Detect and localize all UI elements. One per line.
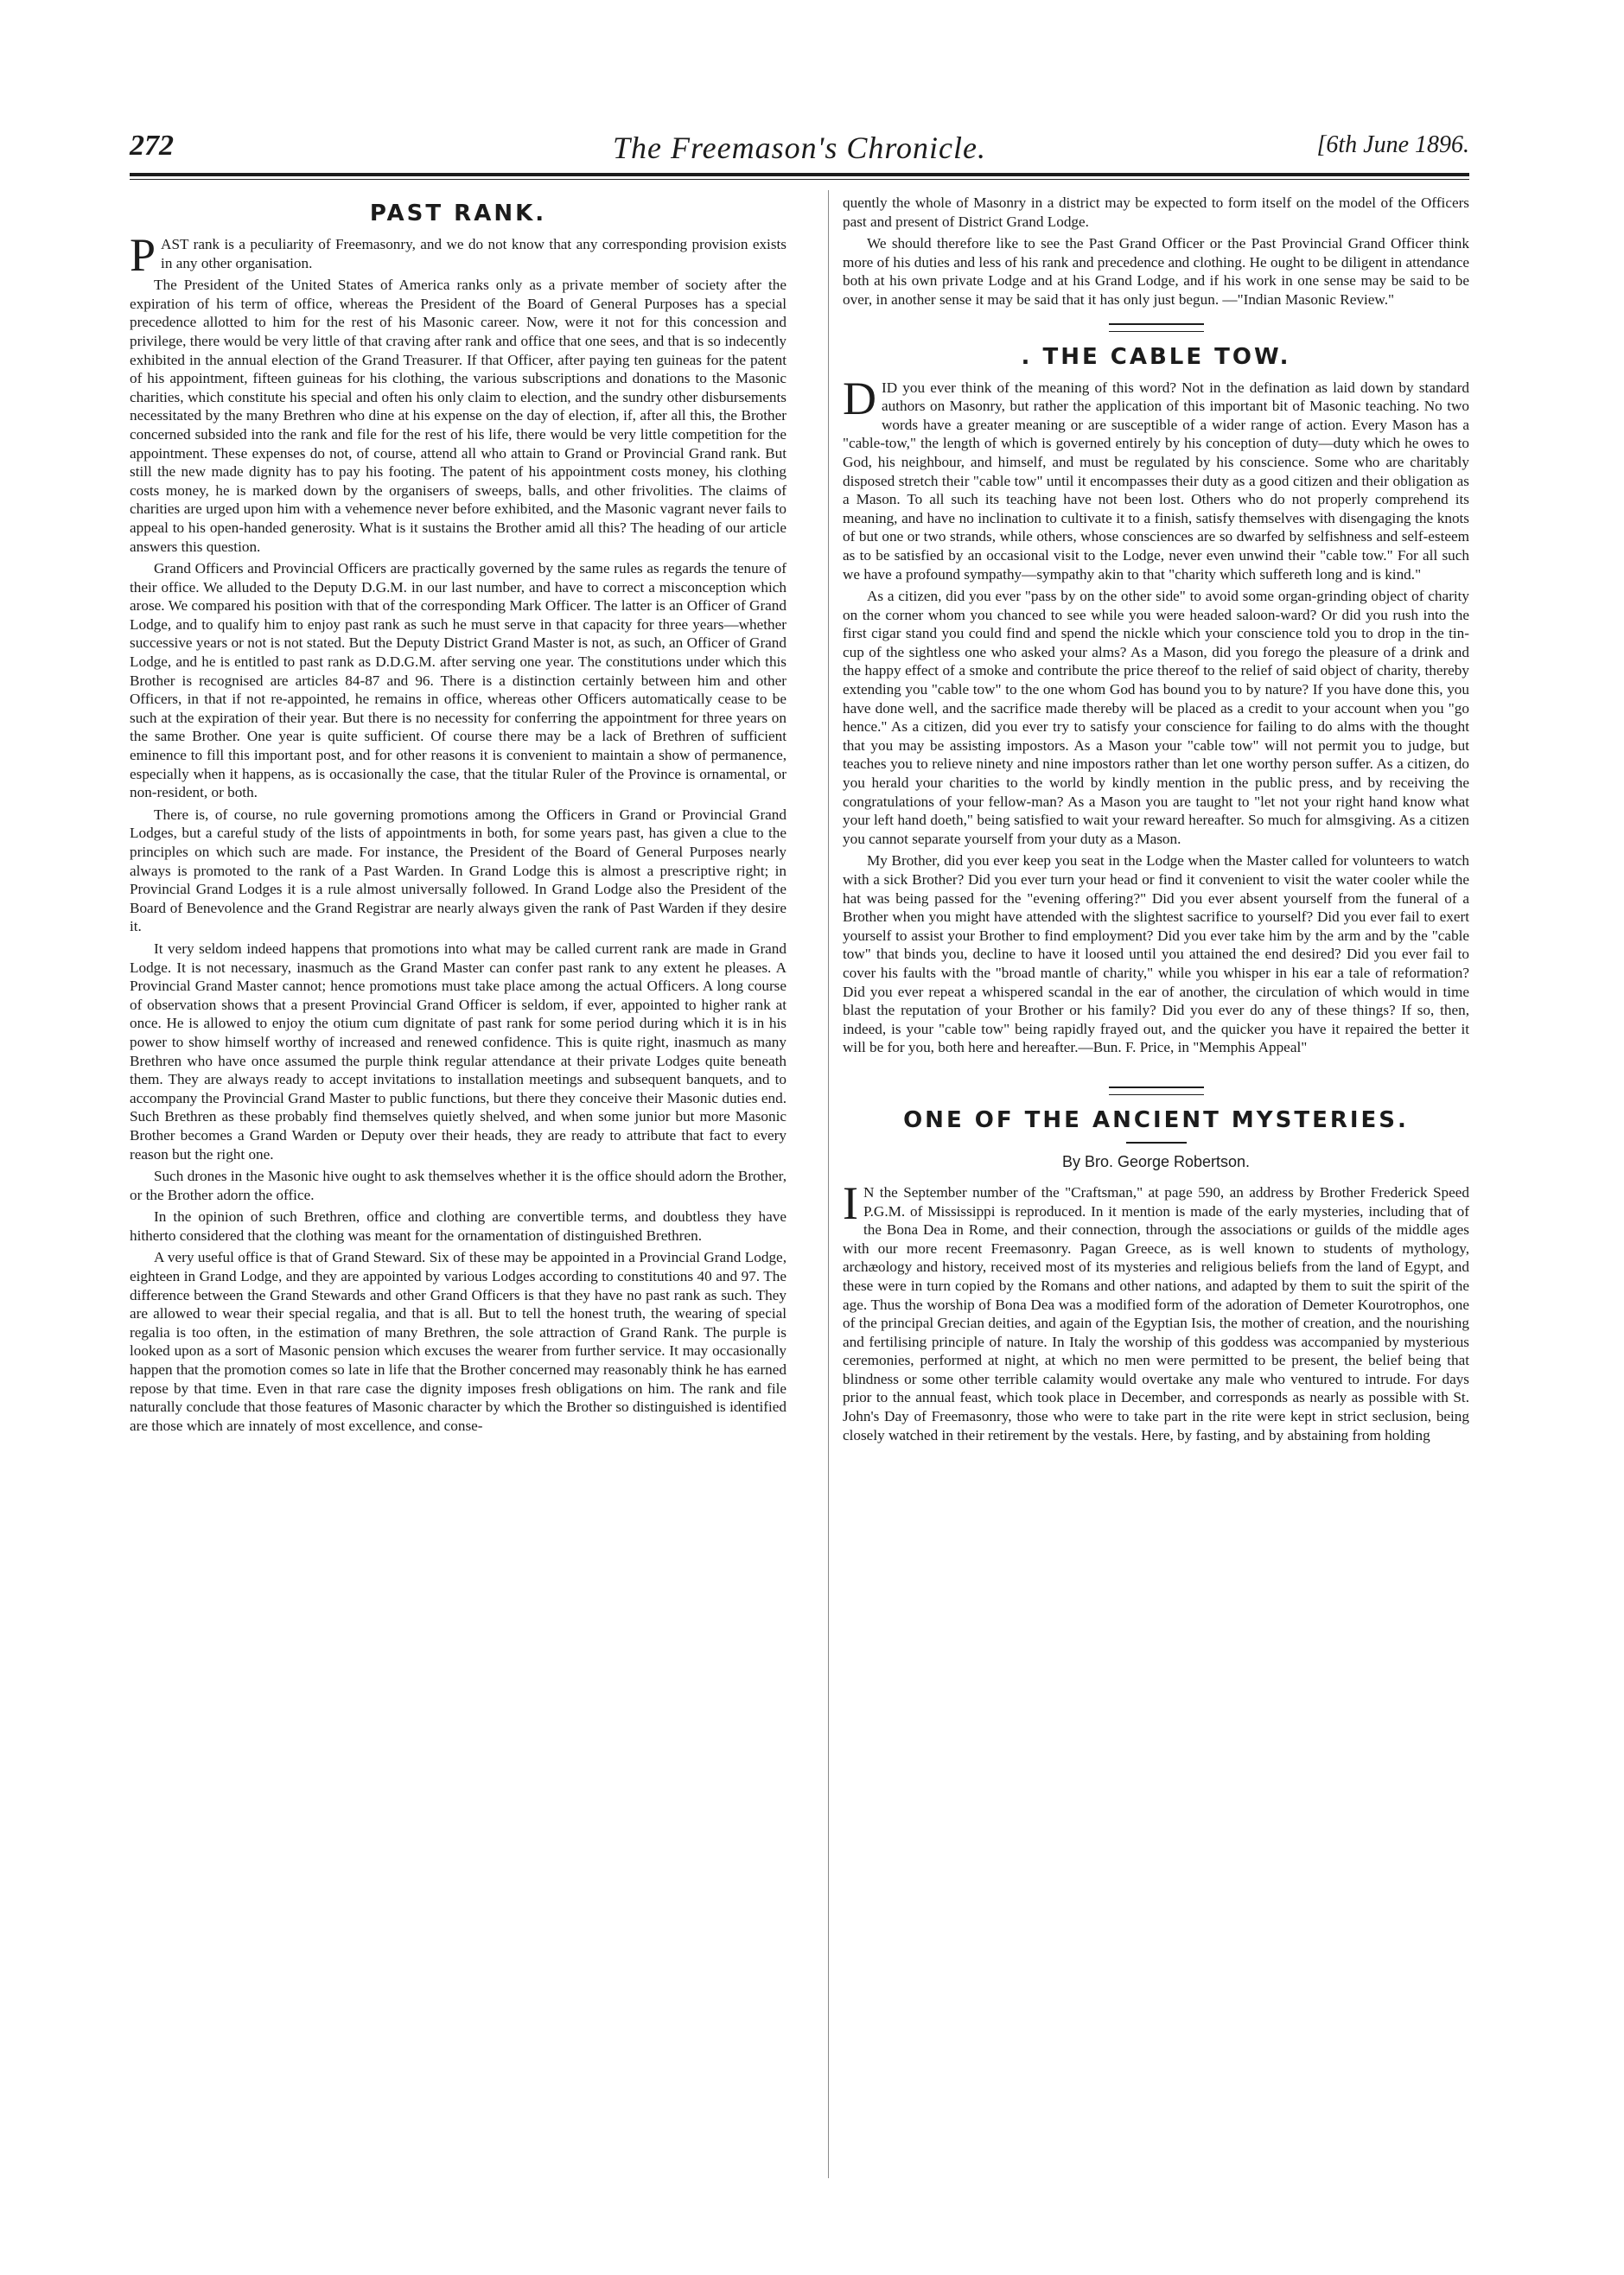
column-divider xyxy=(828,190,829,2178)
article-headline: . THE CABLE TOW. xyxy=(1021,343,1291,370)
article-paragraph: We should therefore like to see the Past Grand Officer or the Past Provincial Grand Officer think more of his duties and less of his rank and precedence and clothing. He ought to be diligent in attendance both at his own private Lodge and at his Grand Lodge, and if his work in one sense may be said to be over, in another sense it may be said that it has only just begun. —"Indian Masonic Review." xyxy=(843,235,1469,308)
page-number: 272 xyxy=(130,130,174,162)
article-paragraph: Grand Officers and Provincial Officers are practically governed by the same rules as regards the tenure of their office. We alluded to the Deputy D.G.M. in our last number, and have to correct a misconception which arose. We compared his position with that of the corresponding Mark Officer. The latter is an Officer of Grand Lodge, and to qualify him to enjoy past rank as such he must serve in that capacity for three years—whether successive years or not is not stated. But the Deputy District Grand Master is not, as such, an Officer of Grand Lodge, and he is entitled to past rank as D.D.G.M. after serving one year. The constitutions under which this Brother is recognised are articles 84-87 and 96. There is a distinction certainly between him and other Officers, in that if not re-appointed, he remains in office, whereas other Officers automatically cease to be such at the expiration of their year. But there is no necessity for conferring the appointment for three years on the same Brother. One year is quite sufficient. Of course there may be a lack of Brethren of sufficient eminence to fill this important post, and for other reasons it is convenient to maintain a show of permanence, especially when it happens, as is occasionally the case, that the titular Ruler of the Province is ornamental, or non-resident, or both. xyxy=(130,560,787,801)
article-paragraph: I N the September number of the "Craftsman," at page 590, an address by Brother Frederick Speed P.G.M. of Mississippi is reproduced. In it mention is made of the early mysteries, including that of the Bona Dea in Rome, and their connection, through the associations or guilds of the middle ages with our more recent Freemasonry. Pagan Greece, as is well known to students of mythology, archæology and history, received most of its mysteries and religious beliefs from the land of Egypt, and these were in turn copied by the Romans and other nations, and adapted by them to suit the spirit of the age. Thus the worship of Bona Dea was a modified form of the adoration of Demeter Kourotrophos, one of the principal Grecian deities, and again of the Egyptian Isis, the mother of creation, and the nourishing and fertilising principle of nature. In Italy the worship of this goddess was accompanied by mysterious ceremonies, performed at night, at which no men were permitted to be present, the belief being that blindness or some other terrible calamity would overtake any male who ventured to intrude. For days prior to the annual feast, which took place in December, and corresponds as nearly as possible with St. John's Day of Freemasonry, those who were to take part in the rite were kept in strict seclusion, being closely watched in their retirement by the vestals. Here, by fasting, and by abstaining from holding xyxy=(843,1176,1469,1443)
article-cable-tow xyxy=(843,344,1469,1057)
article-paragraph: There is, of course, no rule governing promotions among the Officers in Grand or Provincial Grand Lodges, but a careful study of the lists of appointments in both, for some years past, has given a clue to the principles on which such are made. For instance, the President of the Board of General Purposes nearly always is promoted to the rank of a Past Warden. In Grand Lodge this is almost a prescriptive right; in Provincial Grand Lodges it is a rule almost universally followed. In Grand Lodge also the President of the Board of Benevolence and the Grand Registrar are nearly always given the rank of Past Warden if they desire it. xyxy=(130,806,787,935)
article-paragraph: It very seldom indeed happens that promotions into what may be called current rank are made in Grand Lodge. It is not necessary, inasmuch as the Grand Master can confer past rank to any extent he pleases. A Provincial Grand Master cannot; hence promotions must take place among the actual Officers. A long course of observation shows that a present Provincial Grand Officer is seldom, if ever, appointed to higher rank at once. He is allowed to enjoy the otium cum dignitate of past rank for some period during which it is in his power to show himself worthy of increased and renewed confidence. This is quite right, inasmuch as many Brethren who have once assumed the purple think regular attendance at their private Lodges quite beneath them. They are always ready to accept invitations to installation meetings and subsequent banquets, and to accompany the Provincial Grand Master to public functions, but there they conceive their Masonic duties end. Such Brethren as these probably find themselves quietly shelved, and when some junior but more Masonic Brother becomes a Grand Warden or Deputy over their heads, they are ready to attribute that fact to every reason but the right one. xyxy=(130,940,787,1163)
left-column xyxy=(130,188,787,1438)
section-ornament xyxy=(1109,1087,1204,1095)
issue-date: [6th June 1896. xyxy=(1316,131,1469,158)
drop-cap: I xyxy=(843,1176,858,1229)
section-ornament xyxy=(1109,323,1204,332)
article-headline: PAST RANK. xyxy=(369,201,547,226)
right-column xyxy=(843,188,1469,1448)
article-paragraph: In the opinion of such Brethren, office and clothing are convertible terms, and doubtless they have hitherto considered that the clothing was meant for the ornamentation of distinguished Brethren. xyxy=(130,1208,787,1244)
article-paragraph: As a citizen, did you ever "pass by on the other side" to avoid some organ-grinding object of charity on the corner whom you chanced to see while you were headed saloon-ward? Or did you rush into the first cigar stand you could find and spend the nickle which your conscience told you to drop in the tin-cup of the sightless one who asked your alms? As a Mason, did you forego the pleasure of a drink and the happy effect of a smoke and contribute the price thereof to the relief of said object of charity, thereby extending you "cable tow" to the one whom God has bound you to by nature? If you have done this, you have done well, and the sacrifice made thereby will be placed as a credit to your account when you "go hence." As a citizen, did you ever try to satisfy your conscience for failing to do alms with the thought that you may be assisting impostors. As a Mason your "cable tow" will not permit you to judge, but teaches you to relieve ninety and nine impostors rather than let one worthy person suffer. As a citizen, do you herald your charities to the world by kindly mention in the public press, and by receiving the congratulations of your fellow-man? As a Mason you are taught to "let not your right hand know what your left hand doeth," being satisfied to wait your reward hereafter. So much for almsgiving. As a citizen you cannot separate yourself from your duty as a Mason. xyxy=(843,588,1469,847)
drop-cap: P xyxy=(130,229,156,281)
page-header xyxy=(130,130,1469,171)
article-past-rank-continued xyxy=(843,194,1469,309)
article-paragraph: PAST rank is a peculiarity of Freemasonry, and we do not know that any corresponding provision exists in any other organisation. xyxy=(130,229,787,281)
article-paragraph: My Brother, did you ever keep you seat in the Lodge when the Master called for volunteers to watch with a sick Brother? Did you ever turn your head or find it convenient to visit the water cooler while the hat was being passed for the "evening offering?" Did you ever absent yourself from the funeral of a Brother when you might have attended with the slightest sacrifice to yourself? Did you ever fail to exert yourself to assist your Brother to find employment? Did you ever take him by the arm and by the "cable tow" that binds you, decline to have it loosed until you attained the end desired? Did you ever fail to cover his faults with the "broad mantle of charity," while you whisper in his ear a tale of reformation? Did you ever repeat a whispered scandal in the ear of another, the circulation of which would in time blast the reputation of your Brother or his family? Did you ever do any of these things? If so, then, indeed, is your "cable tow" being rapidly frayed out, and the quicker you have it repaired the better it will be for you, both here and hereafter.—Bun. F. Price, in "Memphis Appeal" xyxy=(843,852,1469,1056)
article-paragraph: Such drones in the Masonic hive ought to ask themselves whether it is the office should adorn the Brother, or the Brother adorn the office. xyxy=(130,1168,787,1203)
drop-cap: D xyxy=(843,372,876,424)
article-paragraph: quently the whole of Masonry in a district may be expected to form itself on the model of the Officers past and present of District Grand Lodge. xyxy=(843,194,1469,230)
publication-title: The Freemason's Chronicle. xyxy=(613,131,986,165)
article-byline: By Bro. George Robertson. xyxy=(1061,1152,1251,1170)
header-rule xyxy=(130,173,1469,176)
header-rule-thin xyxy=(130,179,1469,180)
headline-rule xyxy=(1126,1142,1187,1144)
article-headline: ONE OF THE ANCIENT MYSTERIES. xyxy=(903,1106,1409,1133)
article-paragraph: A very useful office is that of Grand Steward. Six of these may be appointed in a Provincial Grand Lodge, eighteen in Grand Lodge, and they are appointed by various Lodges according to constitutions 40 and 97. The difference between the Grand Stewards and other Grand Officers is that they have no past rank as such. They are allowed to wear their special regalia, and that is all. But to tell the honest truth, the wearing of special regalia is too often, in the estimation of many Brethren, the sole attraction of Grand Rank. The purple is looked upon as a sort of Masonic pension which excuses the wearer from further service. It may occasionally happen that the promotion comes so late in life that the Brother concerned may reasonably think he has earned repose by that time. Even in that rare case the dignity imposes fresh obligations on him. The rank and file naturally conclude that those features of Masonic character by which the Brother so distinguished is identified are those which are innately of most excellence, and conse- xyxy=(130,1249,787,1434)
article-paragraph: DID you ever think of the meaning of this word? Not in the defination as laid down by standard authors on Masonry, but rather the application of this important bit of Masonic teaching. No two words have a greater meaning or are susceptible of a wider range of action. Every Mason has a "cable-tow," the length of which is governed entirely by his conception of duty—duty which he owes to God, his neighbour, and himself, and must be regulated by his conscience. Some who are charitably disposed stretch their "cable tow" until it encompasses their duty as a good citizen and their obligation as a Mason. To all such its teaching have not been lost. Others who do not properly comprehend its meaning, and have no inclination to cultivate it to a finish, satisfy themselves with disengaging the knots of but one or two strands, while others, whose consciences are so dwarfed by selfishness and self-esteem as to be satisfied by an occasional visit to the Lodge, never even unwind their "cable tow." For all such we have a profound sympathy—sympathy akin to that "charity which suffereth long and is kind." xyxy=(843,372,1469,583)
article-paragraph: The President of the United States of America ranks only as a private member of society after the expiration of his term of office, whereas the President of the Board of General Purposes has a special precedence allotted to him for the rest of his Masonic career. Now, were it not for this concession and privilege, there would be very little of that craving after rank and office that one sees, and that is so indecently exhibited in the annual election of the Grand Treasurer. If that Officer, after paying ten guineas for the patent of his appointment, fifteen guineas for his clothing, the various subscriptions and donations to the Masonic charities, which constitute his special and often his only claim to election, and the sundry other disbursements necessitated by the many Brethren who dine at his expense on the day of election, if, after all this, the Brother concerned subsided into the rank and file for the rest of his life, there would be very little competition for the appointment. These expenses do not, of course, attend all who attain to Grand or Provincial Grand rank. But still the new made dignity has to pay his footing. The patent of his appointment costs money, his clothing costs money, he is marked down by the organisers of sweeps, balls, and other frivolities. The claims of charities are urged upon him with a vehemence never before exhibited, and the Masonic vagrant never fails to appeal to his open-handed generosity. What is it sustains the Brother amid all this? The heading of our article answers this question. xyxy=(130,277,787,555)
article-past-rank xyxy=(130,201,787,1435)
article-ancient-mysteries xyxy=(843,1107,1469,1444)
